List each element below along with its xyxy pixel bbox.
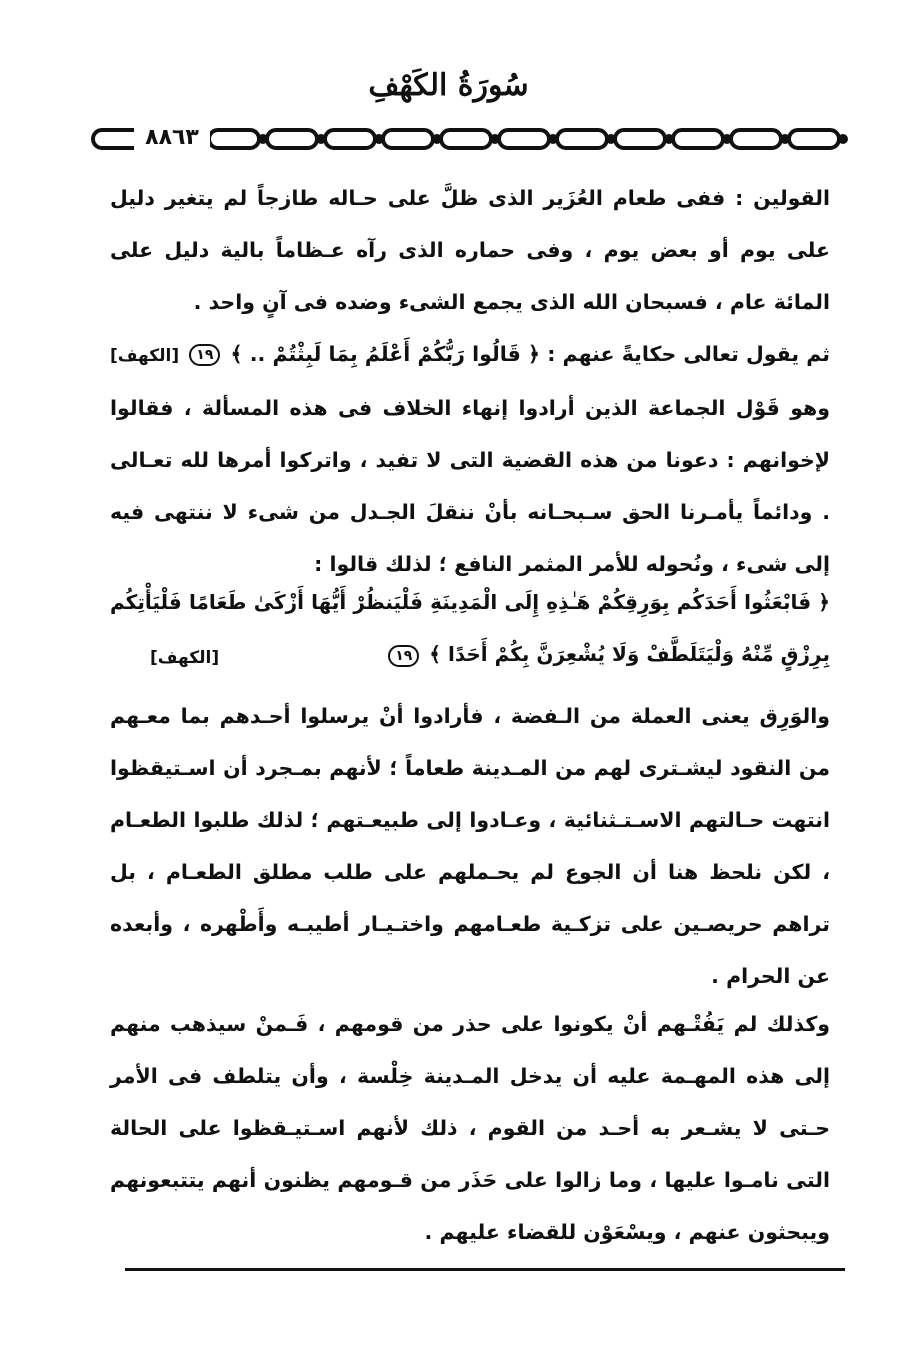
paragraph-3 (110, 690, 830, 1002)
paragraph-3-text: والوَرِق يعنى العملة من الـفضة ، فأرادوا أنْ يرسلوا أحـدهم بما معـهم من النقود ليشـترى لهم من المـدينة طعاماً ؛ لأنهم بمـجرد أن اسـتيقظوا انتهت حـالتهم الاسـتـثنائية ، وعـادوا إلى طبيعـتهم ؛ لذلك طلبوا الطعـام ، لكن نلحظ هنا أن الجوع لم يحـملهم على طلب مطلق الطعـام ، بل تراهم حريصـين على تزكـية طعـامهم واختـيـار أطيبـه وأَطْهره ، وأبعده عن الحرام . (110, 704, 830, 988)
verse-text: ﴿ فَابْعَثُوا أَحَدَكُم بِوَرِقِكُمْ هَـٰذِهِ إِلَى الْمَدِينَةِ فَلْيَنظُرْ أَيُّهَا أَزْكَىٰ طَعَامًا فَلْيَأْتِكُم بِرِزْقٍ مِّنْهُ وَلْيَتَلَطَّفْ وَلَا يُشْعِرَنَّ بِكُمْ أَحَدًا ﴾ (110, 590, 830, 666)
footer-rule (125, 1268, 845, 1271)
paragraph-2-body: وهو قَوْل الجماعة الذين أرادوا إنهاء الخلاف فى هذه المسألة ، فقالوا لإخوانهم : دعونا من هذه القضية التى لا تفيد ، واتركوا أمرها لله تعـالى . ودائماً يأمـرنا الحق سـبحـانه بأنْ ننقلَ الجـدل من شىء لا ننتهى فيه إلى شىء ، ونُحوله للأمر المثمر النافع ؛ لذلك قالوا : (110, 396, 830, 576)
page-number: ٨٨٦٣ (134, 124, 210, 152)
verse-number-badge: ١٩ (189, 344, 220, 366)
paragraph-4-text: وكذلك لم يَفُتْـهم أنْ يكونوا على حذر من قومهم ، فَـمنْ سيذهب منهم إلى هذه المهـمة عليه أن يدخل المـدينة خِلْسة ، وأن يتلطف فى الأمر حـتى لا يشـعر به أحـد من القوم ، ذلك لأنهم اسـتيـقظوا على الحالة التى نامـوا عليها ، وما زالوا على حَذَر من قـومهم يظنون أنهم يتتبعونهم ويبحثون عنهم ، ويسْعَوْن للقضاء عليهم . (110, 1012, 830, 1244)
quran-quote: ﴿ قَالُوا رَبُّكُمْ أَعْلَمُ بِمَا لَبِثْتُمْ .. ﴾ (230, 342, 541, 366)
paragraph-1 (110, 172, 830, 328)
verse-number-badge-2: ١٩ (388, 645, 419, 667)
paragraph-2-intro: ثم يقول تعالى حكايةً عنهم : (547, 342, 830, 366)
paragraph-4 (110, 998, 830, 1258)
surah-title: سُورَةُ الكَهْفِ (368, 68, 529, 103)
verse-surah-reference: [الكهف] (150, 648, 220, 668)
paragraph-2 (110, 328, 830, 590)
paragraph-1-text: القولين : ففى طعام العُزَير الذى ظلَّ على حـاله طازجاً لم يتغير دليل على يوم أو بعض يوم ، وفى حماره الذى رآه عـظاماً بالية دليل على المائة عام ، فسبحان الله الذى يجمع الشىء وضده فى آنٍ واحد . (110, 186, 830, 314)
surah-reference: [الكهف] (110, 346, 180, 366)
